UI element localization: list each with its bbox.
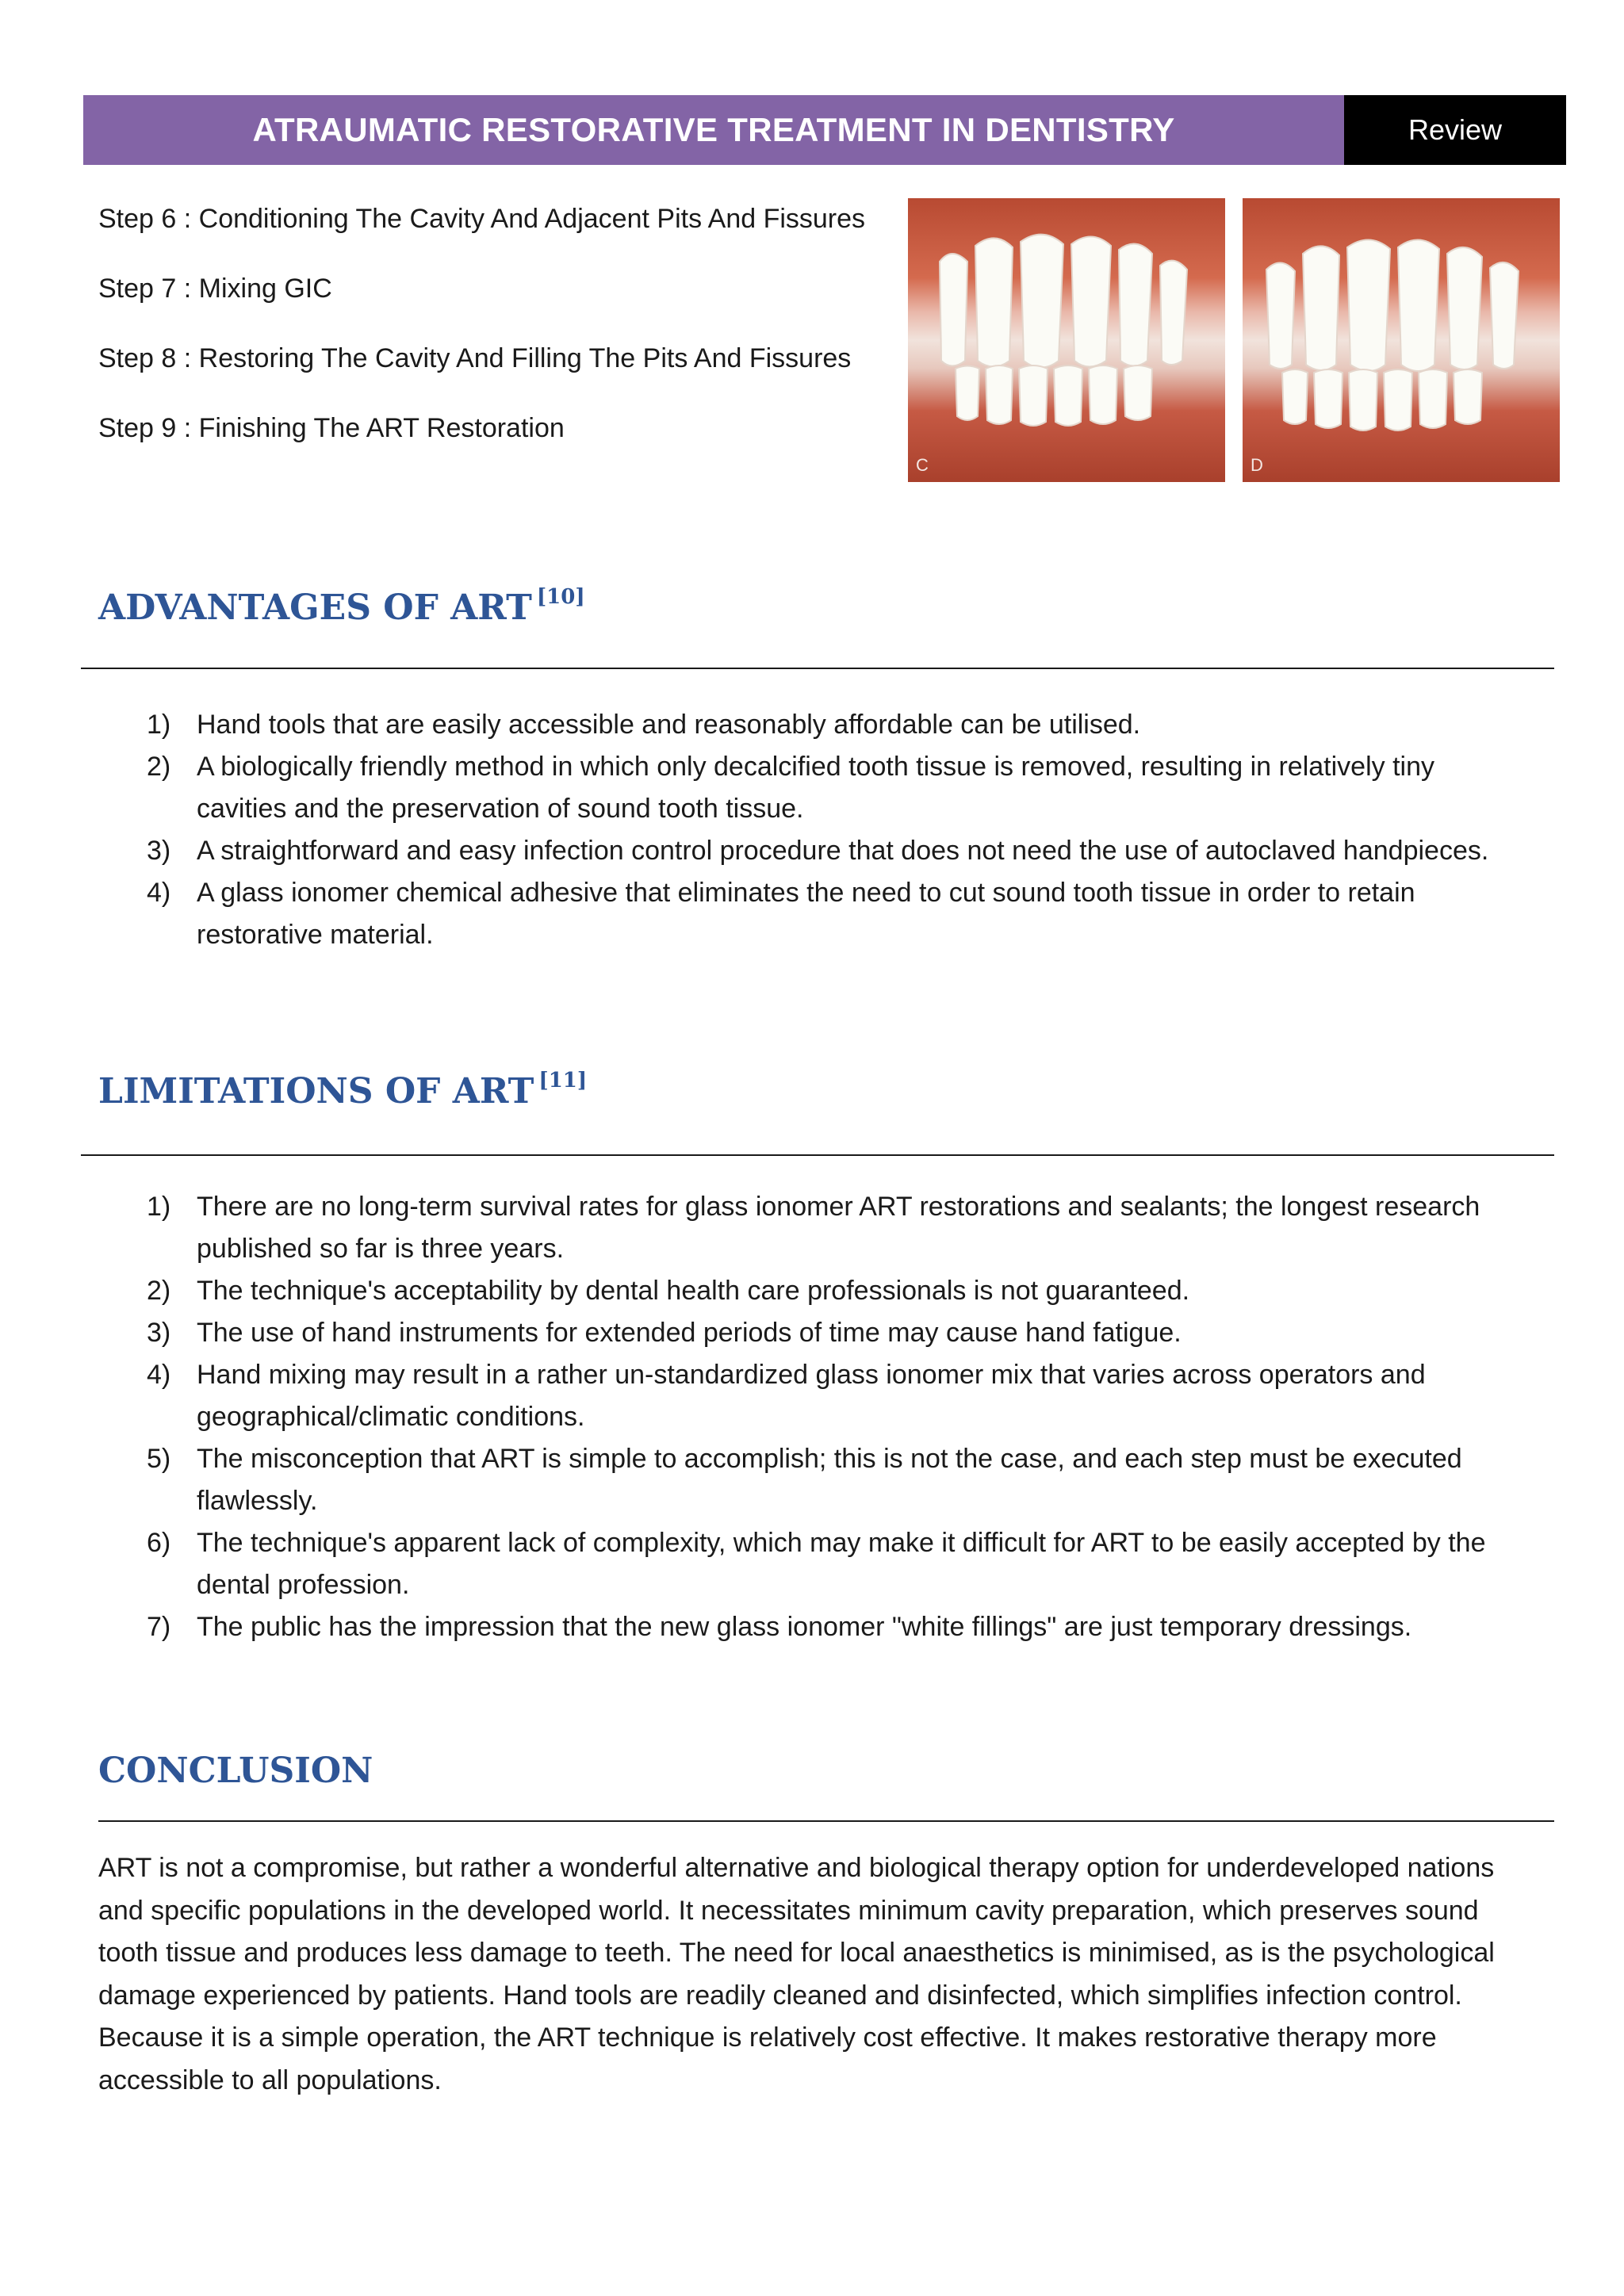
teeth-photo-d: [1243, 198, 1560, 482]
list-item: 2) A biologically friendly method in which only decalcified tooth tissue is removed, resulting in relatively tiny cavities and the preservation of sound tooth tissue.: [147, 752, 1434, 824]
list-item: 5) The misconception that ART is simple to accomplish; this is not the case, and each step must be executed flawlessly.: [147, 1444, 1462, 1516]
list-item: 1) Hand tools that are easily accessible and reasonably affordable can be utilised.: [147, 710, 1141, 740]
list-item: 2) The technique's acceptability by dental health care professionals is not guaranteed.: [147, 1276, 1190, 1306]
page-header: [83, 95, 1566, 165]
figure-label-d: D: [1251, 455, 1263, 475]
list-item: 6) The technique's apparent lack of complexity, which may make it difficult for ART to be easily accepted by the dental profession.: [147, 1528, 1486, 1600]
limitations-heading-text: LIMITATIONS OF ART: [98, 1071, 534, 1112]
list-item: 3) The use of hand instruments for extended periods of time may cause hand fatigue.: [147, 1318, 1182, 1348]
conclusion-heading: CONCLUSION: [98, 1751, 373, 1791]
list-item: 3) A straightforward and easy infection control procedure that does not need the use of autoclaved handpieces.: [147, 836, 1489, 866]
limitations-heading: [98, 1069, 587, 1112]
advantages-list: [147, 704, 1526, 956]
clinical-figure: [908, 198, 1560, 482]
step-6: Step 6 : Conditioning The Cavity And Adjacent Pits And Fissures: [98, 204, 866, 234]
limitations-ref: [11]: [538, 1069, 588, 1093]
limitations-list: [147, 1186, 1526, 1648]
teeth-photo-c: [908, 198, 1225, 482]
step-9: Step 9 : Finishing The ART Restoration: [98, 413, 565, 443]
figure-label-c: C: [916, 455, 929, 475]
advantages-ref: [10]: [536, 585, 585, 609]
step-7: Step 7 : Mixing GIC: [98, 274, 332, 304]
journal-title: ATRAUMATIC RESTORATIVE TREATMENT IN DENTISTRY: [83, 95, 1344, 165]
list-item: 4) A glass ionomer chemical adhesive that eliminates the need to cut sound tooth tissue in order to retain restorative material.: [147, 878, 1415, 950]
section-rule: [81, 1154, 1554, 1156]
conclusion-text: ART is not a compromise, but rather a wonderful alternative and biological therapy option for underdeveloped nations and specific populations in the developed world. It necessitates minimum cavity preparation, which preserves sound tooth tissue and produces less damage to teeth. The need for local anaesthetics is minimised, as is the psychological damage experienced by patients. Hand tools are readily cleaned and disinfected, which simplifies infection control. Because it is a simple operation, the ART technique is relatively cost effective. It makes restorative therapy more accessible to all populations.: [98, 1853, 1495, 2095]
steps-list: [98, 198, 891, 477]
list-item: 1) There are no long-term survival rates for glass ionomer ART restorations and sealants; the longest research published so far is three years.: [147, 1192, 1480, 1264]
step-8: Step 8 : Restoring The Cavity And Filling The Pits And Fissures: [98, 343, 852, 373]
section-rule: [98, 1820, 1554, 1822]
section-rule: [81, 668, 1554, 669]
article-type-badge: Review: [1344, 95, 1566, 165]
list-item: 7) The public has the impression that the new glass ionomer "white fillings" are just temporary dressings.: [147, 1612, 1412, 1642]
advantages-heading: [98, 585, 585, 628]
list-item: 4) Hand mixing may result in a rather un-standardized glass ionomer mix that varies across operators and geographical/climatic conditions.: [147, 1360, 1426, 1432]
advantages-heading-text: ADVANTAGES OF ART: [98, 587, 532, 628]
